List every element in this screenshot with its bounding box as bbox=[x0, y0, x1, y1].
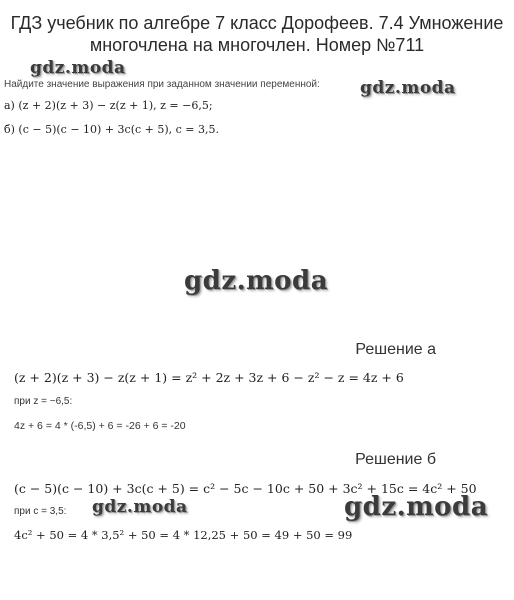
solution-a-expansion: (z + 2)(z + 3) − z(z + 1) = z² + 2z + 3z + 6 − z² − z = 4z + 6 bbox=[14, 370, 404, 385]
page-title-line-1: ГДЗ учебник по алгебре 7 класс Дорофеев. 7.4 Умножение bbox=[10, 13, 504, 33]
solution-b-condition: при c = 3,5: bbox=[14, 506, 67, 517]
watermark-top-right: gdz.moda bbox=[360, 78, 456, 98]
task-part-b-expression: (c − 5)(c − 10) + 3c(c + 5), c = 3,5. bbox=[18, 123, 219, 136]
solution-a-condition: при z = −6,5: bbox=[14, 396, 73, 407]
watermark-center: gdz.moda bbox=[184, 266, 329, 296]
solution-b-expansion: (c − 5)(c − 10) + 3c(c + 5) = c² − 5c − 10c + 50 + 3c² + 15c = 4c² + 50 bbox=[14, 481, 477, 496]
task-part-b-label: б) bbox=[4, 123, 15, 136]
task-part-a-expression: (z + 2)(z + 3) − z(z + 1), z = −6,5; bbox=[18, 99, 213, 112]
task-part-a-label: а) bbox=[4, 99, 15, 112]
task-prompt: Найдите значение выражения при заданном значении переменной: bbox=[4, 79, 320, 90]
solution-b-calculation: 4c² + 50 = 4 * 3,5² + 50 = 4 * 12,25 + 50 = 49 + 50 = 99 bbox=[14, 528, 353, 542]
watermark-top-left: gdz.moda bbox=[30, 58, 126, 78]
page-title-line-2: многочлена на многочлен. Номер №711 bbox=[89, 35, 425, 55]
solution-a-calculation: 4z + 6 = 4 * (-6,5) + 6 = -26 + 6 = -20 bbox=[14, 420, 186, 432]
task-part-b bbox=[4, 123, 219, 136]
task-part-a bbox=[4, 99, 213, 112]
page-title bbox=[0, 12, 514, 56]
solution-b-heading: Решение б bbox=[355, 451, 436, 468]
watermark-bottom-right: gdz.moda bbox=[344, 492, 489, 522]
solution-a-heading: Решение а bbox=[355, 341, 436, 358]
watermark-bottom-left: gdz.moda bbox=[92, 497, 188, 517]
